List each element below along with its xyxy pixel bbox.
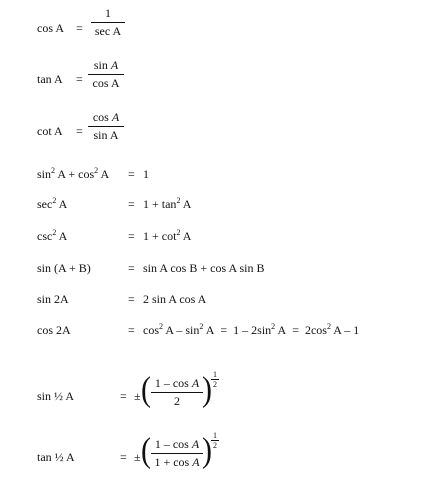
half-exponent bbox=[211, 431, 219, 450]
denominator-var: A bbox=[192, 455, 200, 469]
plus-minus-sign: ± bbox=[134, 389, 141, 403]
tan-a-label: tan A bbox=[37, 72, 63, 86]
text-part: A – sin bbox=[163, 323, 200, 337]
text-part: A – 1 bbox=[330, 323, 360, 337]
equals-sign: = bbox=[120, 450, 127, 464]
text-part: sec bbox=[37, 197, 53, 211]
sec-squared-rhs bbox=[143, 197, 191, 212]
equals-sign: = bbox=[128, 292, 135, 306]
sin-double-rhs: 2 sin A cos A bbox=[143, 292, 207, 306]
equals-sign: = bbox=[128, 323, 135, 337]
fraction-numerator bbox=[88, 58, 124, 73]
exponent-numerator: 1 bbox=[213, 370, 217, 379]
fraction-bar bbox=[151, 453, 203, 454]
fraction-bar bbox=[91, 22, 125, 23]
text-part: cos bbox=[143, 323, 159, 337]
sin-double-label: sin 2A bbox=[37, 292, 69, 306]
text-part: A bbox=[203, 323, 215, 337]
equals-sign: = bbox=[120, 389, 127, 403]
equals-sign: = bbox=[292, 323, 299, 337]
numerator-var: A bbox=[191, 376, 200, 390]
equals-sign: = bbox=[128, 197, 135, 211]
fraction-denominator: sin A bbox=[93, 128, 119, 142]
text-part: A bbox=[275, 323, 287, 337]
equals-sign: = bbox=[220, 323, 228, 337]
exponent: 2 bbox=[52, 228, 57, 237]
cot-fraction bbox=[88, 110, 124, 143]
fraction-numerator bbox=[151, 437, 203, 452]
sin-half-fraction bbox=[151, 376, 203, 409]
exponent: 2 bbox=[52, 196, 57, 205]
text-part: csc bbox=[37, 229, 53, 243]
text-part: sin bbox=[37, 167, 52, 181]
exponent: 2 bbox=[159, 322, 163, 331]
exponent-denominator: 2 bbox=[213, 380, 217, 389]
numerator-func: cos bbox=[92, 110, 112, 124]
exponent-denominator: 2 bbox=[213, 441, 217, 450]
identity-rhs: 1 bbox=[143, 167, 149, 181]
text-part: 2cos bbox=[304, 323, 327, 337]
text-part: A + cos bbox=[55, 167, 95, 181]
text-part: A bbox=[98, 167, 110, 181]
exponent: 2 bbox=[176, 228, 181, 237]
fraction-denominator: cos A bbox=[92, 76, 120, 90]
plus-minus-sign: ± bbox=[134, 450, 141, 464]
numerator-var: A bbox=[111, 110, 120, 124]
numerator-func: sin bbox=[93, 58, 111, 72]
equals-sign: = bbox=[76, 21, 83, 35]
exponent-numerator: 1 bbox=[213, 431, 217, 440]
text-part: A bbox=[56, 197, 68, 211]
numerator-var: A bbox=[191, 437, 200, 451]
cot-a-label: cot A bbox=[37, 124, 63, 138]
exponent: 2 bbox=[51, 166, 56, 175]
sin-sum-rhs: sin A cos B + cos A sin B bbox=[143, 261, 265, 275]
denominator-part: 1 + cos bbox=[154, 455, 193, 469]
fraction-numerator: 1 bbox=[105, 6, 111, 20]
fraction-numerator bbox=[88, 110, 124, 125]
sin-sum-label: sin (A + B) bbox=[37, 261, 91, 275]
fraction-bar bbox=[151, 392, 203, 393]
exponent: 2 bbox=[271, 322, 276, 331]
fraction-bar bbox=[88, 74, 124, 75]
exponent: 2 bbox=[176, 196, 181, 205]
fraction-bar bbox=[88, 126, 124, 127]
left-paren: ( bbox=[141, 431, 151, 470]
text-part: A bbox=[180, 197, 192, 211]
tan-fraction bbox=[88, 58, 124, 91]
equals-sign: = bbox=[128, 261, 135, 275]
equals-sign: = bbox=[76, 72, 83, 86]
fraction-denominator bbox=[151, 455, 203, 470]
equals-sign: = bbox=[76, 124, 83, 138]
numerator-part: 1 – cos bbox=[154, 437, 192, 451]
exponent: 2 bbox=[199, 322, 204, 331]
right-paren: ) bbox=[202, 431, 212, 470]
cos-double-label: cos 2A bbox=[37, 323, 71, 337]
text-part: A bbox=[180, 229, 192, 243]
text-part: 1 + cot bbox=[143, 229, 177, 243]
text-part: A bbox=[56, 229, 68, 243]
right-paren: ) bbox=[202, 370, 212, 409]
tan-half-label: tan ½ A bbox=[37, 450, 75, 464]
sin-half-label: sin ½ A bbox=[37, 389, 75, 403]
csc-squared-label bbox=[37, 229, 67, 244]
numerator-var: A bbox=[110, 58, 119, 72]
equals-sign: = bbox=[128, 167, 135, 181]
fraction-denominator: 2 bbox=[174, 394, 180, 408]
tan-half-fraction bbox=[151, 437, 203, 470]
reciprocal-fraction bbox=[91, 6, 125, 39]
fraction-denominator: sec A bbox=[94, 24, 122, 38]
exponent: 2 bbox=[94, 166, 99, 175]
text-part: 1 + tan bbox=[143, 197, 177, 211]
numerator-part: 1 – cos bbox=[154, 376, 192, 390]
half-exponent bbox=[211, 370, 219, 389]
pythagorean-identity-lhs bbox=[37, 167, 109, 182]
left-paren: ( bbox=[141, 370, 151, 409]
csc-squared-rhs bbox=[143, 229, 191, 244]
text-part: 1 – 2sin bbox=[233, 323, 272, 337]
equals-sign: = bbox=[128, 229, 135, 243]
fraction-numerator bbox=[151, 376, 203, 391]
cos-a-label: cos A bbox=[37, 21, 64, 35]
sec-squared-label bbox=[37, 197, 67, 212]
exponent: 2 bbox=[326, 322, 331, 331]
cos-double-rhs bbox=[143, 323, 359, 338]
